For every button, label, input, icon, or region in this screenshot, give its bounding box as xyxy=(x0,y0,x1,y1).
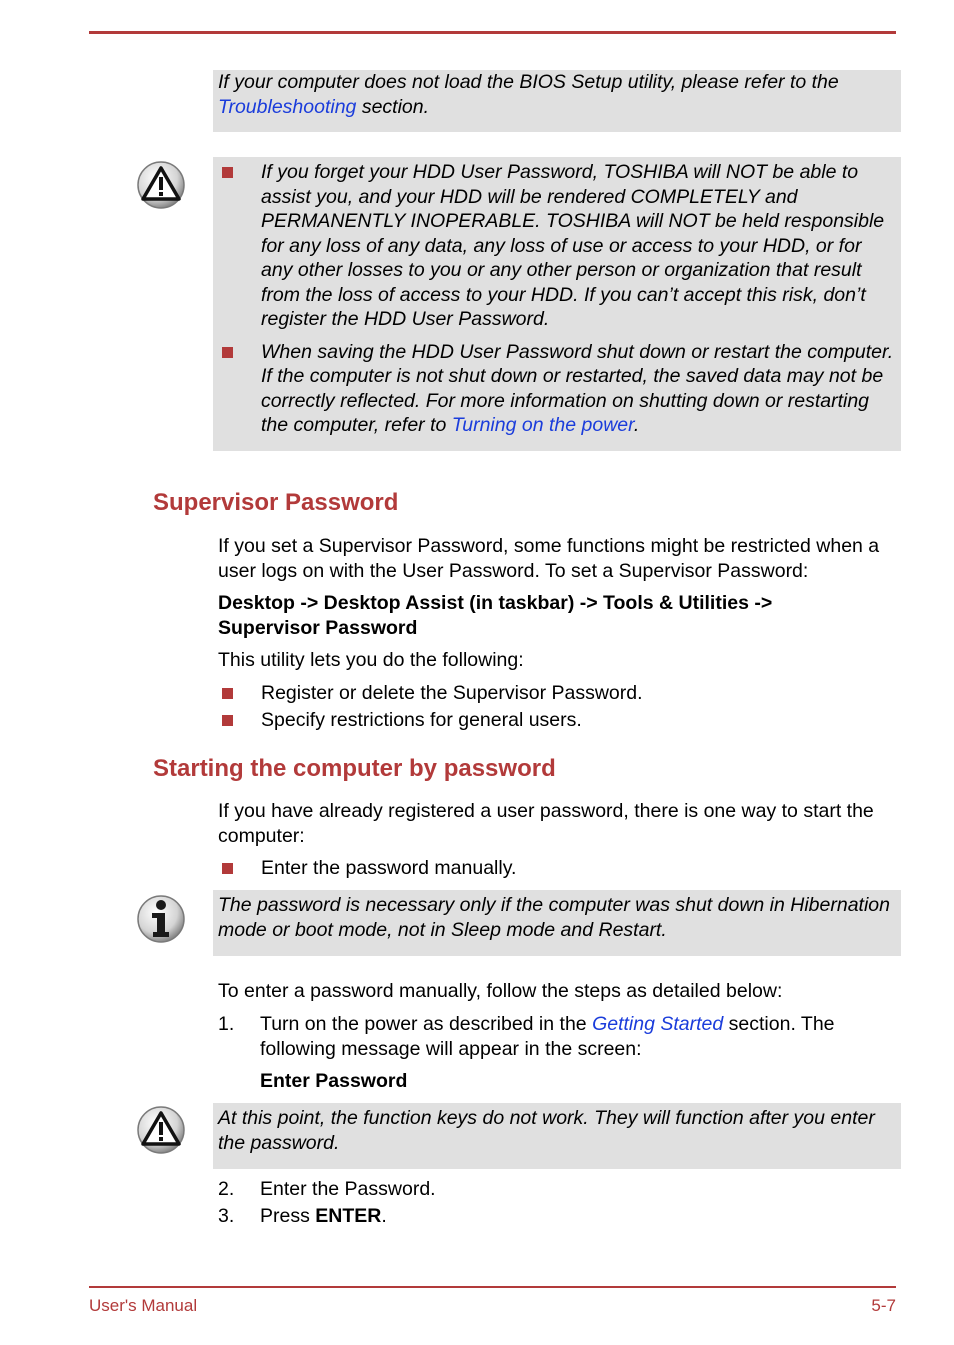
bullet-icon xyxy=(222,167,233,178)
step-item: 2. Enter the Password. xyxy=(218,1176,898,1203)
function-keys-warning-note xyxy=(213,1103,901,1169)
bullet-icon xyxy=(222,863,233,874)
footer-rule xyxy=(89,1286,896,1288)
warning-triangle-icon xyxy=(136,160,186,210)
turning-on-power-link[interactable]: Turning on the power xyxy=(451,414,634,436)
hdd-warning-note xyxy=(213,157,901,451)
step-item: 3. Press ENTER. xyxy=(218,1203,898,1230)
warning-note-text: At this point, the function keys do not work. They will function after you enter the password. xyxy=(218,1107,875,1154)
warning-triangle-icon xyxy=(136,1105,186,1155)
enter-key-label: ENTER xyxy=(315,1205,382,1227)
step-number: 1. xyxy=(218,1013,235,1035)
steps-list xyxy=(218,1012,898,1094)
supervisor-path: Desktop -> Desktop Assist (in taskbar) -> Tools & Utilities -> Supervisor Password xyxy=(218,592,773,639)
footer-manual-title: User's Manual xyxy=(89,1296,198,1315)
list-item: Enter the password manually. xyxy=(218,856,898,881)
bullet-icon xyxy=(222,347,233,358)
step-number: 3. xyxy=(218,1205,235,1227)
supervisor-list xyxy=(218,680,898,734)
steps-list-continued xyxy=(218,1176,898,1230)
list-item: Register or delete the Supervisor Password. xyxy=(218,680,898,707)
bullet-icon xyxy=(222,715,233,726)
step-message: Enter Password xyxy=(260,1070,408,1092)
supervisor-intro: If you set a Supervisor Password, some functions might be restricted when a user logs on with the User Password. To set a Supervisor Password: xyxy=(218,535,880,582)
troubleshooting-link[interactable]: Troubleshooting xyxy=(218,95,357,118)
info-icon xyxy=(136,894,186,944)
info-note xyxy=(213,890,901,956)
list-item: If you forget your HDD User Password, TOSHIBA will NOT be able to assist you, and your HDD will be rendered COMPLETELY and PERMANENTLY INOPERABLE. TOSHIBA will NOT be held responsible for any loss of any data, any loss of use or access to your HDD, or for any other losses to you or any other person or organization that result from the loss of access to your HDD. If you can’t accept this risk, don’t register the HDD User Password. xyxy=(218,160,895,332)
bios-note-text: If your computer does not load the BIOS Setup utility, please refer to the Troubleshooting section. xyxy=(218,71,839,118)
footer-page-number: 5-7 xyxy=(871,1296,896,1315)
getting-started-link[interactable]: Getting Started xyxy=(592,1013,724,1035)
starting-intro: If you have already registered a user password, there is one way to start the computer: xyxy=(218,800,874,847)
list-item: Specify restrictions for general users. xyxy=(218,707,898,734)
hdd-warning-list xyxy=(218,160,895,438)
info-note-text: The password is necessary only if the computer was shut down in Hibernation mode or boot mode, not in Sleep mode and Restart. xyxy=(218,894,890,941)
bullet-icon xyxy=(222,688,233,699)
step-item: 1. Turn on the power as described in the Getting Started section. The following message will appear in the screen: Enter Password xyxy=(218,1012,898,1094)
starting-list xyxy=(218,856,898,881)
section-heading-supervisor: Supervisor Password xyxy=(153,489,399,516)
header-rule xyxy=(89,31,896,34)
step-number: 2. xyxy=(218,1178,235,1200)
list-item: When saving the HDD User Password shut down or restart the computer. If the computer is not shut down or restarted, the saved data may not be correctly reflected. For more information on shutting down or restarting the computer, refer to Turning on the power. xyxy=(218,340,895,438)
bios-note xyxy=(213,70,901,132)
steps-intro: To enter a password manually, follow the steps as detailed below: xyxy=(218,980,783,1002)
section-heading-starting: Starting the computer by password xyxy=(153,755,556,782)
utility-intro: This utility lets you do the following: xyxy=(218,649,524,671)
